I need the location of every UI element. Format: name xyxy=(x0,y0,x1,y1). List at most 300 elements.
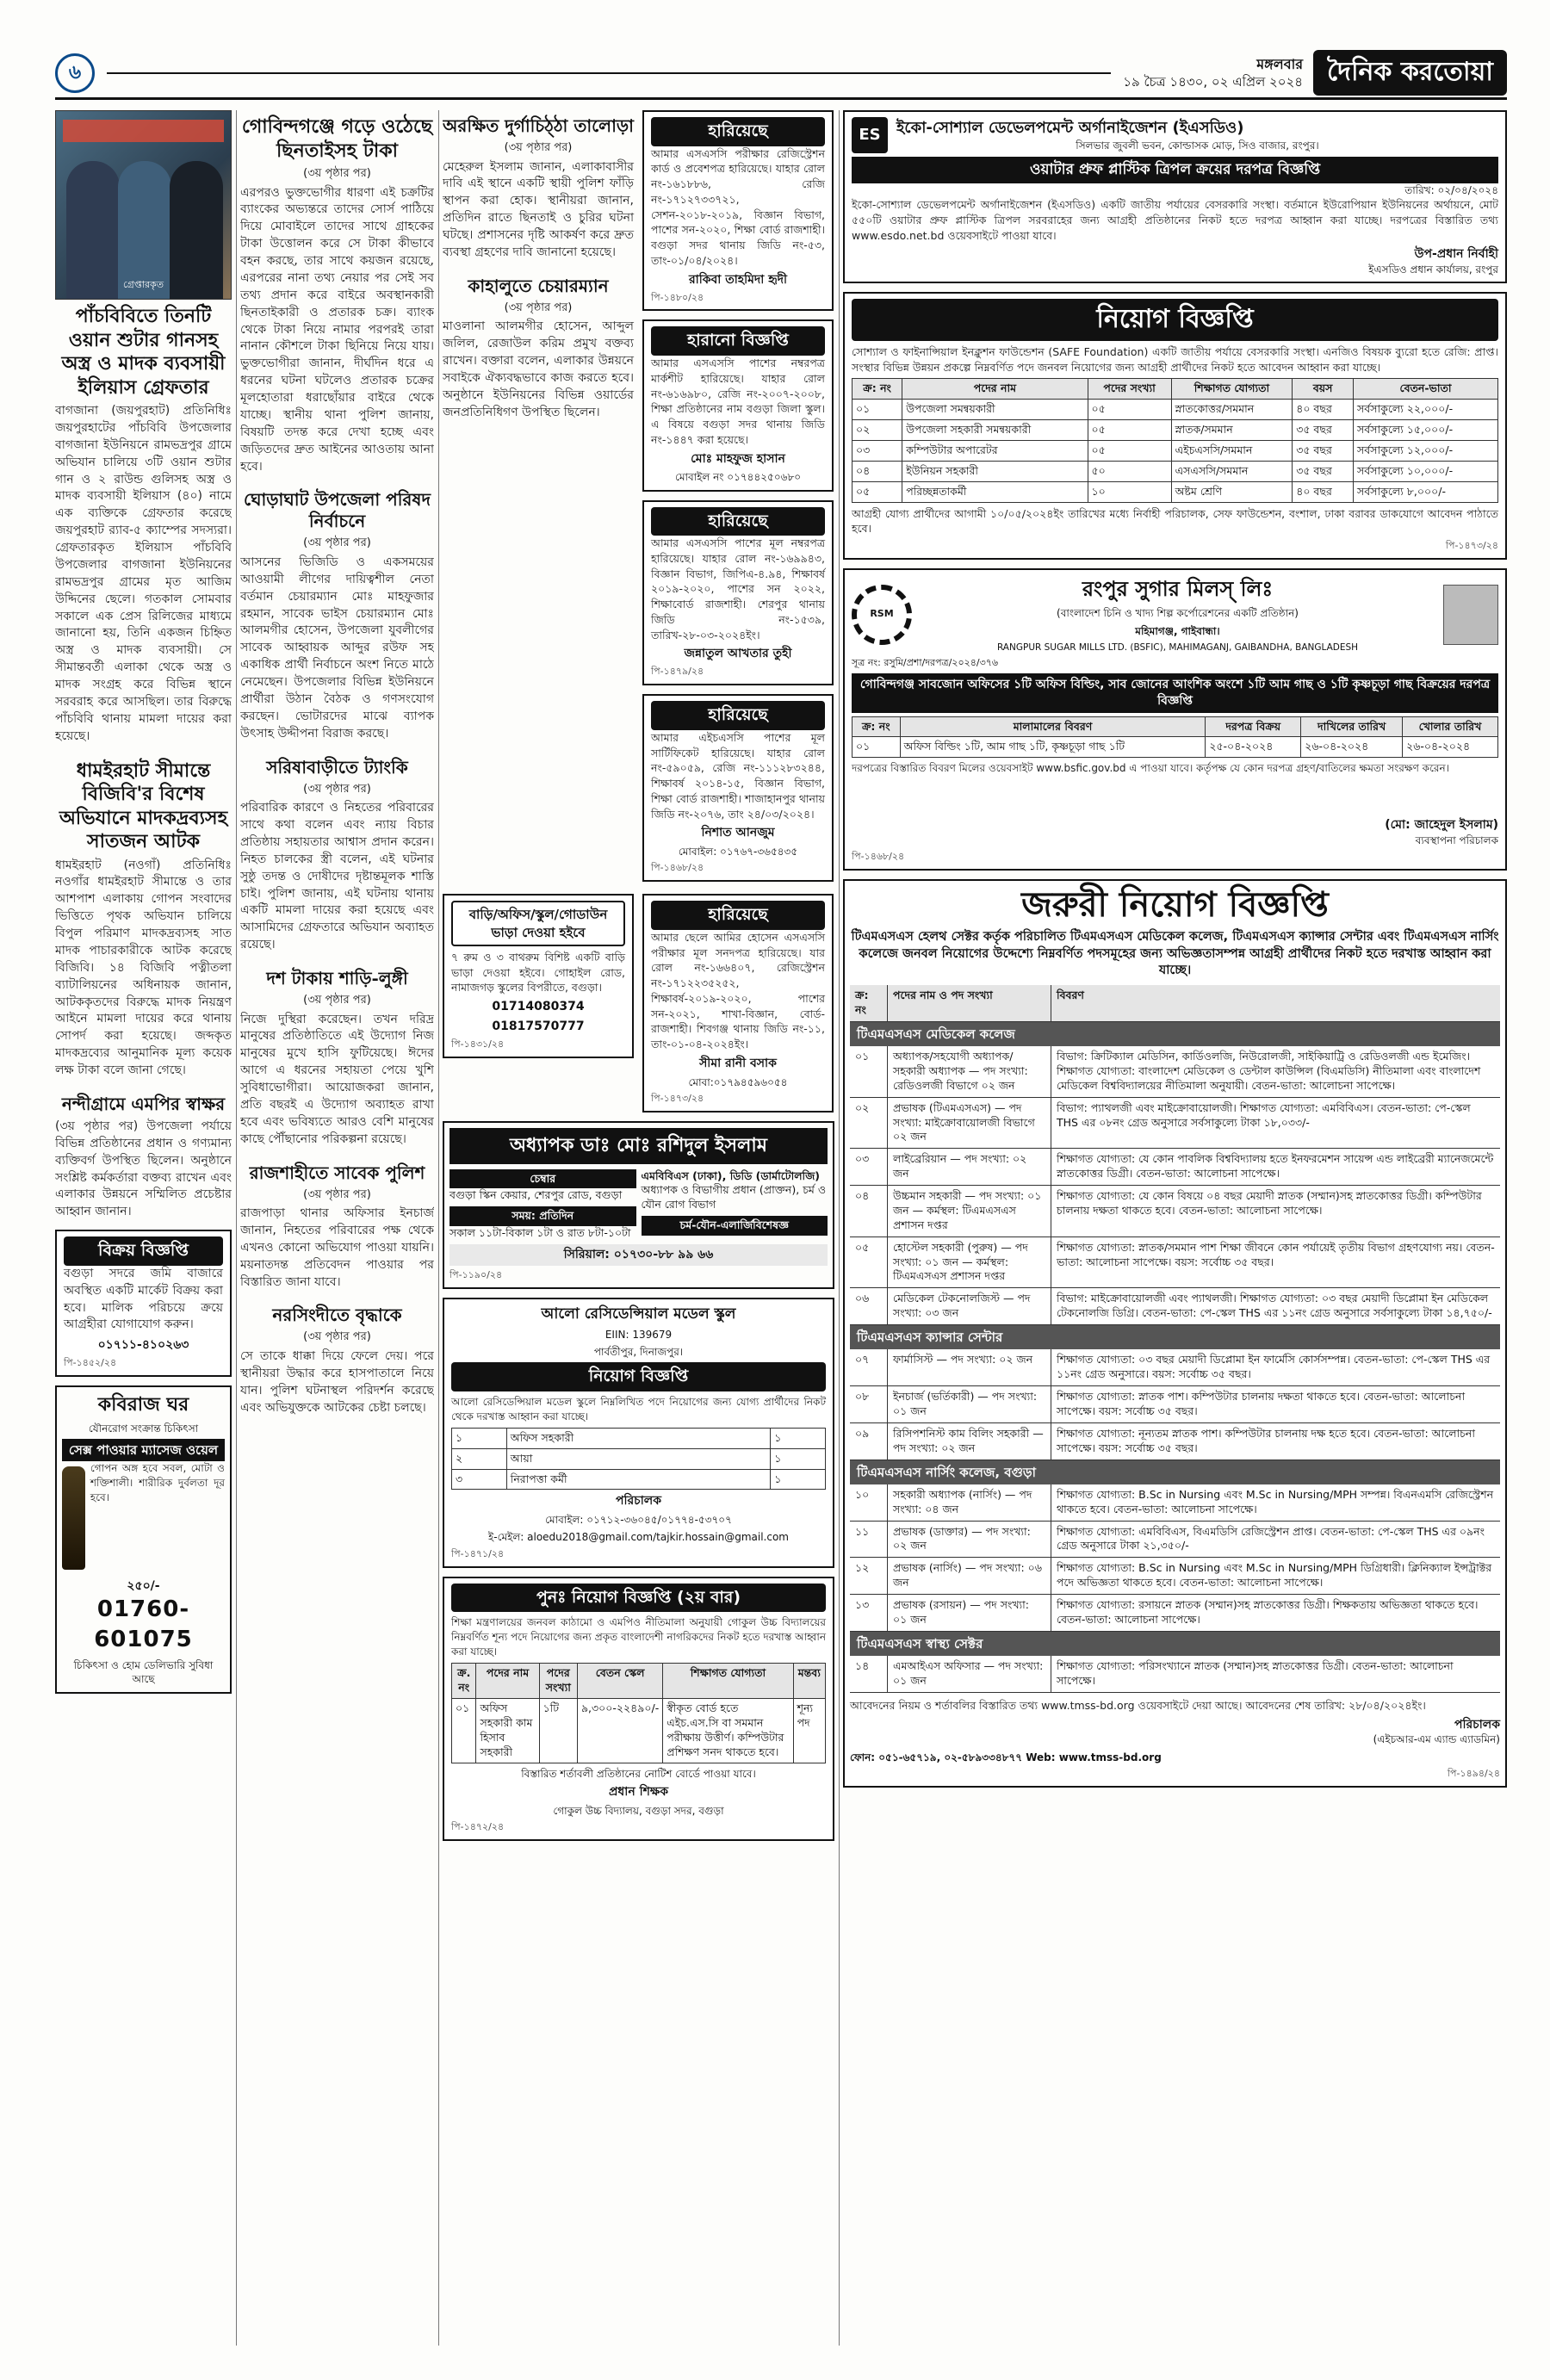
column-divider xyxy=(839,110,840,2346)
notice-title: হারিয়েছে xyxy=(651,701,825,730)
column-header: পদের নাম xyxy=(476,1664,539,1699)
signer-address: গোকুল উচ্চ বিদ্যালয়, বগুড়া সদর, বগুড়া xyxy=(553,1804,724,1817)
column-header: পদের নাম ও পদ সংখ্যা xyxy=(888,985,1051,1021)
cell-post: লাইব্রেরিয়ান — পদ সংখ্যা: ০২ জন xyxy=(888,1149,1051,1185)
ad-price: ২৫০/- xyxy=(127,1579,160,1594)
notice-body: আমার ছেলে আমির হোসেন এসএসসি পরীক্ষার মূল সনদপত্র হারিয়েছে। যার রোল নং-১৬৬৪০৭, রেজিস্ট্রেশন নং-১৭১২২৩৫২৫২, শিক্ষাবর্ষ-২০১৯-২০২০, পাশের সন-২০২১, শাখা-বিজ্ঞান, বোর্ড-রাজশাহী। শিবগঞ্জ থানায় জিডি নং-১১, তাং-০১-০৪-২০২৪ইং। xyxy=(651,930,825,1051)
cell-qty: ১ xyxy=(771,1428,826,1448)
table-row xyxy=(850,1386,1500,1423)
table-cell: স্বীকৃত বোর্ড হতে এইচ.এস.সি বা সমমান পরীক্ষায় উত্তীর্ণ। কম্পিউটার প্রশিক্ষণ সনদ থাকতে হবে। xyxy=(663,1699,793,1763)
table-row xyxy=(850,1149,1500,1186)
table-cell: ২৬-০৪-২০২৪ xyxy=(1301,737,1403,758)
lost-notice-5 xyxy=(642,894,834,1121)
cell-sl: ০৮ xyxy=(850,1386,888,1422)
ad-body: আলো রেসিডেন্সিয়াল মডেল স্কুলে নিম্নলিখিত পদে নিয়োগের জন্য যোগ্য প্রার্থীদের নিকট থেকে দরখাস্ত আহ্বান করা যাচ্ছে। xyxy=(451,1395,826,1422)
cell-qty: ১ xyxy=(771,1469,826,1490)
notice-title: হারিয়েছে xyxy=(651,507,825,536)
issue-date: ১৯ চৈত্র ১৪৩০, ০২ এপ্রিল ২০২৪ xyxy=(1123,74,1304,90)
table-cell: ০২ xyxy=(852,420,902,441)
cell-post: অধ্যাপক/সহযোগী অধ্যাপক/সহকারী অধ্যাপক — পদ সংখ্যা: রেডিওলজী বিভাগে ০২ জন xyxy=(888,1046,1051,1097)
cell-desc: শিক্ষাগত যোগ্যতা: স্নাতক পাশ। কম্পিউটার চালনায় দক্ষতা থাকতে হবে। বেতন-ভাতা: আলোচনা সাপেক্ষে। বয়স: সর্বোচ্চ ৩৫ বছর। xyxy=(1057,1390,1466,1417)
headline-narsingdi: নরসিংদীতে বৃদ্ধাকে xyxy=(272,1305,402,1326)
cell-sl: ১৪ xyxy=(850,1656,888,1692)
column-header: বিবরণ xyxy=(1057,989,1084,1001)
sugar-tender-table xyxy=(852,716,1498,759)
table-row xyxy=(850,1522,1500,1559)
headline-talora: অরক্ষিত দুর্গাচিঠ্ঠা তালোড়া xyxy=(443,115,634,136)
cell-post: সহকারী অধ্যাপক (নার্সিং) — পদ সংখ্যা: ০৪ জন xyxy=(888,1484,1051,1521)
table-row xyxy=(852,420,1498,441)
cell-sl: ০৬ xyxy=(850,1288,888,1324)
table-cell: স্নাতকোত্তর/সমমান xyxy=(1171,400,1293,420)
cell-post: ফার্মাসিস্ট — পদ সংখ্যা: ০২ জন xyxy=(888,1349,1051,1385)
table-cell: ইউনিয়ন সহকারী xyxy=(902,461,1088,481)
cell-post: অফিস সহকারী xyxy=(506,1428,771,1448)
cell-desc: শিক্ষাগত যোগ্যতা: ০৩ বছর মেয়াদী ডিপ্লোমা ইন ফার্মেসি কোর্সসম্পন্ন। বেতন-ভাতা: পে-স্কেল THS এর ১১নং গ্রেড অনুসারে। বয়স: সর্বোচ্চ ৩৫ বছর। xyxy=(1057,1353,1491,1381)
ad-code: পি-১৪৭৩/২৪ xyxy=(1445,540,1498,552)
signer-sub: (এইচআর-এম এ্যান্ড এ্যাডমিন) xyxy=(1373,1733,1500,1746)
issue-day: মঙ্গলবার xyxy=(1256,55,1304,72)
school-name: আলো রেসিডেন্সিয়াল মডেল স্কুল xyxy=(541,1305,736,1323)
cell-post: প্রভাষক (ডাক্তার) — পদ সংখ্যা: ০২ জন xyxy=(888,1522,1051,1558)
table-cell: ৪০ বছর xyxy=(1293,481,1354,502)
table-cell: ০৫ xyxy=(1088,400,1171,420)
tmss-header-row xyxy=(850,985,1500,1022)
cell-desc: শিক্ষাগত যোগ্যতা: যে কোন বিষয়ে ০৪ বছর মেয়াদী স্নাতক (সম্মান)সহ স্নাতকোত্তর ডিগ্রী। কম্পিউটার চালনায় দক্ষতা থাকতে হবে। বেতন-ভাতা: আলোচনা সাপেক্ষে। xyxy=(1057,1189,1482,1217)
table-cell: উপজেলা সহকারী সমন্বয়কারী xyxy=(902,420,1088,441)
table-cell: স্নাতক/সমমান xyxy=(1171,420,1293,441)
cell-post: প্রভাষক (নার্সিং) — পদ সংখ্যা: ০৬ জন xyxy=(888,1558,1051,1594)
headline-rajshahi-police: রাজশাহীতে সাবেক পুলিশ xyxy=(249,1162,425,1183)
column-3-left xyxy=(443,110,634,890)
cell-sl: ০২ xyxy=(850,1098,888,1149)
column-header: দরপত্র বিক্রয় xyxy=(1206,716,1301,737)
table-row xyxy=(850,1046,1500,1098)
cell-post: উচ্চমান সহকারী — পদ সংখ্যা: ০১ জন — কর্মস্থল: টিএমএসএস প্রশাসন দপ্তর xyxy=(888,1186,1051,1236)
notice-signer: মোঃ মাহফুজ হাসান xyxy=(691,451,785,466)
column-header: পদের নাম xyxy=(902,379,1088,400)
continuation-note: (৩য় পৃষ্ঠার পর) xyxy=(303,1187,371,1201)
tender-note: দরপত্রের বিস্তারিত বিবরণ মিলের ওয়েবসাইট www.bsfic.gov.bd এ পাওয়া যাবে। কর্তৃপক্ষ যে কোন দরপত্র গ্রহণ/বাতিলের ক্ষমতা সংরক্ষণ করেন। xyxy=(852,762,1449,775)
table-cell: কম্পিউটার অপারেটর xyxy=(902,441,1088,462)
ad-title: পুনঃ নিয়োগ বিজ্ঞপ্তি (২য় বার) xyxy=(451,1584,826,1613)
lost-notice xyxy=(642,500,834,686)
column-header: ক্র: নং xyxy=(850,985,888,1021)
cell-desc: শিক্ষাগত যোগ্যতা: B.Sc in Nursing এবং M.Sc in Nursing/MPH ডিগ্রিধারী। ক্লিনিক্যাল ইন্সট্রাক্টর পদে অভিজ্ঞতা থাকতে হবে। বেতন-ভাতা: আলোচনা সাপেক্ষে। xyxy=(1057,1561,1492,1590)
notice-body: আমার এসএসসি পাশের নম্বরপত্র মার্কশীট হারিয়েছে। যাহার রোল নং-৬১৬৯৮০, রেজি নং-২০০৭-২০০৮, শিক্ষা প্রতিষ্ঠানের নাম বগুড়া জিলা স্কুল। এ বিষয়ে বগুড়া সদর থানায় জিডি নং-১৪৪৭ করা হয়েছে। xyxy=(651,356,825,446)
table-cell: ০৫ xyxy=(1088,441,1171,462)
table-cell: শূন্য পদ xyxy=(793,1699,825,1763)
table-cell: সর্বসাকুল্যে ১৫,০০০/- xyxy=(1354,420,1498,441)
table-cell: ০৩ xyxy=(852,441,902,462)
column-header: ক্র: নং xyxy=(852,716,901,737)
table-row xyxy=(852,400,1498,420)
column-header: ক্র. নং xyxy=(452,1664,476,1699)
cell-sl: ২ xyxy=(452,1448,507,1469)
newspaper-logo-icon: ৬ xyxy=(55,53,95,93)
school-address: পার্বতীপুর, দিনাজপুর। xyxy=(593,1345,684,1358)
table-cell: সর্বসাকুল্যে ২২,০০০/- xyxy=(1354,400,1498,420)
table-cell: উপজেলা সমন্বয়কারী xyxy=(902,400,1088,420)
table-cell: ০৫ xyxy=(1088,420,1171,441)
org-english: RANGPUR SUGAR MILLS LTD. (BSFIC), MAHIMAGANJ, GAIBANDHA, BANGLADESH xyxy=(996,641,1359,653)
notice-title: হারিয়েছে xyxy=(651,901,825,930)
ad-phone: মোবাইল: ০১৭১২-৩৬০৪৫/০১৭৭৪-৫৩৭০৭ xyxy=(545,1514,732,1527)
table-cell: ৩৫ বছর xyxy=(1293,461,1354,481)
signer: পরিচালক xyxy=(1454,1717,1500,1732)
kabiraj-ad xyxy=(55,1385,232,1694)
cell-post: মেডিকেল টেকনোলজিস্ট — পদ সংখ্যা: ০৩ জন xyxy=(888,1288,1051,1324)
cell-sl: ৩ xyxy=(452,1469,507,1490)
ad-phone: 01817570777 xyxy=(492,1019,585,1033)
chamber-time: সকাল ১১টা-বিকাল ১টা ও রাত ৮টা-১০টা xyxy=(450,1226,631,1240)
table-row xyxy=(852,461,1498,481)
cell-post: হোস্টেল সহকারী (পুরুষ) — পদ সংখ্যা: ০১ জন — কর্মস্থল: টিএমএসএস প্রশাসন দপ্তর xyxy=(888,1237,1051,1288)
article-body: (৩য় পৃষ্ঠার পর) উপজেলা পর্যায়ে বিভিন্ন প্রতিষ্ঠানের প্রধান ও গণ্যমান্য ব্যক্তিবর্গ উপস্থিত ছিলেন। অনুষ্ঠানে সংশ্লিষ্ট কর্মকর্তারা বক্তব্য রাখেন এবং এলাকার উন্নয়নে সম্মিলিত প্রচেষ্টার আহ্বান জানান। xyxy=(55,1119,232,1219)
headline-kahalu: কাহালুতে চেয়ারম্যান xyxy=(468,275,609,296)
doctor-ad xyxy=(443,1121,834,1289)
section-header: টিএমএসএস মেডিকেল কলেজ xyxy=(850,1022,1500,1046)
tender-body: ইকো-সোশ্যাল ডেভেলপমেন্ট অর্গানাইজেশন (ইএসডিও) একটি জাতীয় পর্যায়ের বেসরকারি সংস্থা। বর্তমানে ইউরোপিয়ান ইউনিয়নের অর্থায়নে, মোট ৫৫০টি ওয়াটার প্রুফ প্লাস্টিক ত্রিপল সরবরাহের জন্য আগ্রহী প্রতিষ্ঠানের নিকট হতে দরপত্র আহ্বান করা যাচ্ছে। দরপত্রের বিস্তারিত তথ্য www.esdo.net.bd ওয়েবসাইটে পাওয়া যাবে। xyxy=(852,198,1498,242)
cell-post: নিরাপত্তা কর্মী xyxy=(506,1469,771,1490)
table-row xyxy=(850,1349,1500,1386)
table-row xyxy=(452,1699,826,1763)
cell-desc: শিক্ষাগত যোগ্যতা: নূন্যতম স্নাতক পাশ। কম্পিউটার চালনায় দক্ষ হতে হবে। বেতন-ভাতা: আলোচনা সাপেক্ষে। বয়স: সর্বোচ্চ ৩৫ বছর। xyxy=(1057,1426,1476,1454)
ad-code: পি-১৪৮০/২৪ xyxy=(651,291,704,303)
chamber-label: চেম্বার xyxy=(450,1169,636,1189)
article-body: রাজপাড়া থানার অফিসার ইনচার্জ জানান, নিহতের পরিবারের পক্ষ থেকে এখনও কোনো অভিযোগ পাওয়া যায়নি। ময়নাতদন্ত প্রতিবেদন পাওয়ার পর বিস্তারিত জানা যাবে। xyxy=(240,1206,434,1289)
tmss-recruitment-ad xyxy=(843,879,1507,1787)
esdo-tender-ad xyxy=(843,110,1507,283)
notice-body: আমার এসএসসি পরীক্ষার রেজিস্ট্রেশন কার্ড ও প্রবেশপত্র হারিয়েছে। যাহার রোল নং-১৬১৮৮৬, রেজি নং-১৭১২৭৩৩৭২১, সেশন-২০১৮-২০১৯, বিজ্ঞান বিভাগ, পাশের সন-২০২০, শিক্ষা বোর্ড রাজশাহী। বগুড়া সদর থানায় জিডি নং-৫৩, তাং-০১/০৪/২০২৪। xyxy=(651,146,825,267)
column-header: পদের সংখ্যা xyxy=(539,1664,577,1699)
signer-org: ইএসডিও প্রধান কার্যালয়, রংপুর xyxy=(1368,263,1498,276)
signer: উপ-প্রধান নির্বাহী xyxy=(1414,247,1498,262)
article-body: সে তাকে ধাক্কা দিয়ে ফেলে দেয়। পরে স্থানীয়রা উদ্ধার করে হাসপাতালে নিয়ে যান। পুলিশ ঘটনাস্থল পরিদর্শন করেছে এবং অভিযুক্তকে আটকের চেষ্টা চলছে। xyxy=(240,1349,434,1415)
ad-product: সেক্স পাওয়ার ম্যাসেজ ওয়েল xyxy=(62,1439,225,1461)
table-row xyxy=(852,481,1498,502)
column-header: শিক্ষাগত যোগ্যতা xyxy=(663,1664,793,1699)
cell-sl: ১০ xyxy=(850,1484,888,1521)
ad-code: পি-১৪৫২/২৪ xyxy=(64,1357,117,1369)
table-cell: ৩৫ বছর xyxy=(1293,441,1354,462)
table-row xyxy=(850,1288,1500,1325)
photo-banner xyxy=(63,120,224,142)
cell-desc: শিক্ষাগত যোগ্যতা: B.Sc in Nursing এবং M.Sc in Nursing/MPH সম্পন্ন। বিএনএমসি রেজিস্ট্রেশন থাকতে হবে। বেতন-ভাতা: আলোচনা সাপেক্ষে। xyxy=(1057,1487,1494,1515)
table-cell: ৫০ xyxy=(1088,461,1171,481)
headline-bgb-raid: ধামইরহাট সীমান্তে বিজিবি'র বিশেষ অভিযানে মাদকদ্রব্যসহ সাতজন আটক xyxy=(59,759,228,852)
ad-code: পি-১৪৬৮/২৪ xyxy=(651,862,704,874)
section-header: টিএমএসএস নার্সিং কলেজ, বগুড়া xyxy=(850,1460,1500,1484)
continuation-note: (৩য় পৃষ্ঠার পর) xyxy=(504,301,573,314)
ad-code: পি-১৪৭৩/২৪ xyxy=(651,1093,704,1104)
continuation-note: (৩য় পৃষ্ঠার পর) xyxy=(303,782,371,796)
cell-post: আয়া xyxy=(506,1448,771,1469)
table-cell: পরিচ্ছন্নতাকর্মী xyxy=(902,481,1088,502)
notice-signer: সীমা রানী বসাক xyxy=(699,1056,777,1070)
ad-desc: গোপন অঙ্গ হবে সবল, মোটা ও শক্তিশালী। শারীরিক দুর্বলতা দূর হবে। xyxy=(90,1462,225,1504)
lost-notice xyxy=(642,694,834,882)
table-row xyxy=(850,1595,1500,1632)
ad-footer: আবেদনের নিয়ম ও শর্তাবলির বিস্তারিত তথ্য www.tmss-bd.org ওয়েবসাইটে দেয়া আছে। আবেদনের শেষ তারিখ: ২৮/০৪/২০২৪ইং। xyxy=(850,1698,1426,1712)
cell-desc: শিক্ষাগত যোগ্যতা: পরিসংখ্যানে স্নাতক (সম্মান)সহ স্নাতকোত্তর ডিগ্রী। বেতন-ভাতা: আলোচনা সাপেক্ষে। xyxy=(1057,1659,1454,1687)
org-name: রংপুর সুগার মিলস্ লিঃ xyxy=(1082,577,1274,602)
signature-image xyxy=(852,779,1498,814)
org-sub: (বাংলাদেশ চিনি ও খাদ্য শিল্প কর্পোরেশনের একটি প্রতিষ্ঠান) xyxy=(1057,607,1299,620)
headline-ghoraghat: ঘোড়াঘাট উপজেলা পরিষদ নির্বাচনে xyxy=(244,489,431,532)
table-cell: ৪০ বছর xyxy=(1293,400,1354,420)
school-eiin: EIIN: 139679 xyxy=(604,1328,673,1341)
notice-phone: মোবাইল নং ০১৭৪৪২৫০৬৮০ xyxy=(674,471,802,484)
sugar-mill-tender-ad xyxy=(843,568,1507,871)
table-cell: ৯,৩০০-২২৪৯০/- xyxy=(577,1699,662,1763)
notice-body: আমার এইচএসসি পাশের মূল সার্টিফিকেট হারিয়েছে। যাহার রোল নং-৫৯০৫৯, রেজি নং-১১১২৮৩২৪৪, শিক্ষাবর্ষ ২০১৪-১৫, বিজ্ঞান বিভাগ, শিক্ষা বোর্ড রাজশাহী। শাজাহানপুর থানায় জিডি নং-২০৭৬, তাং ২৪/০৩/২০২৪। xyxy=(651,730,825,821)
cell-desc: বিভাগ: প্যাথলজী এবং মাইক্রোবায়োলজী। শিক্ষাগত যোগ্যতা: এমবিবিএস। বেতন-ভাতা: পে-স্কেল THS এর ০৮নং গ্রেড অনুসারে সর্বসাকুল্যে টাকা ১৮,০৩৩/- xyxy=(1057,1100,1471,1129)
ad-contact: ফোন: ০৫১-৬৫৭১৯, ০২-৫৮৯৩৩৪৮৭৭ Web: www.tmss-bd.org xyxy=(850,1751,1162,1763)
signer-title: ব্যবস্থাপনা পরিচালক xyxy=(1415,834,1498,847)
lost-notice xyxy=(642,319,834,491)
column-3 xyxy=(443,110,834,2346)
table-cell: অফিস বিল্ডিং ১টি, আম গাছ ১টি, কৃষ্ণচূড়া গাছ ১টি xyxy=(900,737,1206,758)
column-2 xyxy=(240,110,434,2346)
article-body: মাওলানা আলমগীর হোসেন, আব্দুল জলিল, রেজাউল করিম প্রমুখ বক্তব্য রাখেন। বক্তারা বলেন, এলাকার উন্নয়নে সবাইকে ঐক্যবদ্ধভাবে কাজ করতে হবে। অনুষ্ঠানে ইউনিয়নের বিভিন্ন ওয়ার্ডের জনপ্রতিনিধিগণ উপস্থিত ছিলেন। xyxy=(443,319,634,419)
oil-bottle-icon xyxy=(62,1466,85,1570)
article-body: পরিবারিক কারণে ও নিহতের পরিবারের সাথে কথা বলেন এবং ন্যায় বিচার প্রতিষ্ঠায় সহায়তার আশ্বাস প্রদান করেন। নিহত চালকের স্ত্রী বলেন, এই ঘটনার সুষ্ঠু তদন্ত ও দোষীদের দৃষ্টান্তমূলক শাস্তি চাই। পুলিশ জানায়, এই ঘটনায় থানায় একটি মামলা দায়ের করা হয়েছে এবং আসামিদের গ্রেফতারে অভিযান অব্যাহত রয়েছে। xyxy=(240,801,434,952)
ad-subtitle: যৌনরোগ সংক্রান্ত চিকিৎসা xyxy=(88,1422,199,1435)
cell-desc: বিভাগ: ক্রিটিক্যাল মেডিসিন, কার্ডিওলজি, নিউরোলজী, সাইকিয়াট্রি ও রেডিওলজী এন্ড ইমেজিং। শিক্ষাগত যোগ্যতা: বাংলাদেশ মেডিকেল ও ডেন্টাল কাউন্সিল (বিএমডিসি) নীতিমালা এবং বাংলাদেশ মেডিকেল বিশ্ববিদ্যালয়ের নীতিমালা অনুযায়ী। বেতন-ভাতা: আলোচনা সাপেক্ষে। xyxy=(1057,1050,1481,1092)
org-place: মহিমাগঞ্জ, গাইবান্ধা। xyxy=(1135,624,1220,637)
page-columns xyxy=(55,110,1507,2346)
section-header: টিএমএসএস স্বাস্থ্য সেক্টর xyxy=(850,1632,1500,1656)
cell-desc: শিক্ষাগত যোগ্যতা: এমবিবিএস, বিএমডিসি রেজিস্ট্রেশন প্রাপ্ত। বেতন-ভাতা: পে-স্কেল THS এর ০৯নং গ্রেড অনুসারে টাকা ২১,৩৫০/- xyxy=(1057,1524,1485,1553)
ad-code: পি-১৪৯৪/২৪ xyxy=(1447,1767,1500,1779)
ad-code: পি-১৪৭২/২৪ xyxy=(451,1820,505,1832)
ad-phone: 01714080374 xyxy=(492,1000,585,1014)
ad-phone: 01760-601075 xyxy=(94,1596,193,1653)
photo-person xyxy=(170,161,223,299)
table-cell: সর্বসাকুল্যে ৮,০০০/- xyxy=(1354,481,1498,502)
column-header: খোলার তারিখ xyxy=(1403,716,1498,737)
cell-post: প্রভাষক (রসায়ন) — পদ সংখ্যা: ০১ জন xyxy=(888,1595,1051,1631)
continuation-note: (৩য় পৃষ্ঠার পর) xyxy=(303,994,371,1007)
signer: প্রধান শিক্ষক xyxy=(608,1784,668,1799)
news-photo xyxy=(55,110,232,300)
safe-recruitment-ad xyxy=(843,292,1507,560)
ad-title: কবিরাজ ঘর xyxy=(97,1394,189,1416)
cell-post: ইনচার্জ (ভর্তিকারী) — পদ সংখ্যা: ০১ জন xyxy=(888,1386,1051,1422)
column-divider xyxy=(438,110,439,2346)
tmss-post-table xyxy=(850,985,1500,1693)
ad-body: শিক্ষা মন্ত্রণালয়ের জনবল কাঠামো ও এমপিও নীতিমালা অনুযায়ী গোকুল উচ্চ বিদ্যালয়ের নিম্নবর্ণিত শূন্য পদে নিয়োগের জন্য প্রকৃত বাংলাদেশী নাগরিকদের নিকট হতে দরখাস্ত আহ্বান করা যাচ্ছে। xyxy=(451,1616,826,1658)
column-3-right xyxy=(642,110,834,890)
headline-gobindaganj: গোবিন্দগঞ্জে গড়ে ওঠেছে ছিনতাইসহ টাকা xyxy=(241,115,433,162)
table-cell: সর্বসাকুল্যে ১০,০০০/- xyxy=(1354,461,1498,481)
signer: পরিচালক xyxy=(615,1494,662,1509)
ad-code: পি-১৪৬৮/২৪ xyxy=(852,851,905,863)
tender-title: ওয়াটার প্রুফ প্লাস্টিক ত্রিপল ক্রয়ের দরপত্র বিজ্ঞপ্তি xyxy=(852,157,1498,183)
cell-sl: ১৩ xyxy=(850,1595,888,1631)
doctor-name: অধ্যাপক ডাঃ মোঃ রশিদুল ইসলাম xyxy=(450,1128,828,1164)
table-cell: ৩৫ বছর xyxy=(1293,420,1354,441)
chamber-address: বগুড়া স্কিন কেয়ার, শেরপুর রোড, বগুড়া xyxy=(450,1188,623,1202)
table-row xyxy=(850,1098,1500,1150)
column-header: শিক্ষাগত যোগ্যতা xyxy=(1171,379,1293,400)
cell-sl: ০৩ xyxy=(850,1149,888,1185)
masthead-rule xyxy=(107,72,1111,74)
cell-post: প্রভাষক (টিএমএসএস) — পদ সংখ্যা: মাইক্রোবায়োলজী বিভাগে ০২ জন xyxy=(888,1098,1051,1149)
table-row xyxy=(452,1428,826,1448)
table-cell: ০৪ xyxy=(852,461,902,481)
notice-title: হারানো বিজ্ঞপ্তি xyxy=(651,326,825,356)
cell-sl: ০৪ xyxy=(850,1186,888,1236)
ad-footer: চিকিৎসা ও হোম ডেলিভারি সুবিধা আছে xyxy=(73,1659,214,1686)
column-divider xyxy=(236,110,237,2346)
table-cell: ০১ xyxy=(852,737,901,758)
column-header: ক্র: নং xyxy=(852,379,902,400)
table-row xyxy=(850,1484,1500,1522)
headline-ilias-arrest: পাঁচবিবিতে তিনটি ওয়ান শুটার গানসহ অস্ত্র ও মাদক ব্যবসায়ী ইলিয়াস গ্রেফতার xyxy=(61,305,226,399)
cell-desc: বিভাগ: মাইক্রোবায়োলজী এবং প্যাথলজী। শিক্ষাগত যোগ্যতা: ০৩ বছর মেয়াদী ডিপ্লোমা ইন মেডিকেল টেকনোলজি ডিগ্রি। বেতন-ভাতা: পে-স্কেল THS এর ১১নং গ্রেড অনুসারে সর্বসাকুল্যে টাকা ১৪,৭৫০/- xyxy=(1057,1292,1492,1320)
ad-code: পি-১৪৩১/২৪ xyxy=(451,1038,505,1050)
ad-intro: সোশ্যাল ও ফাইনান্সিয়াল ইনক্লুশন ফাউন্ডেশন (SAFE Foundation) একটি জাতীয় পর্যায়ে বেসরকারি সংস্থা। এনজিও বিষয়ক ব্যুরো হতে রেজি: প্রাপ্ত। সংস্থার বিভিন্ন উন্নয়ন প্রকল্পে নিম্নবর্ণিত পদে জনবল নিয়োগের জন্য আগ্রহী প্রার্থীদের নিকট হতে আবেদন আহ্বান করা যাচ্ছে। xyxy=(852,344,1498,374)
headline-ten-taka-saree: দশ টাকায় শাড়ি-লুঙ্গী xyxy=(266,968,408,989)
ad-title: নিয়োগ বিজ্ঞপ্তি xyxy=(451,1362,826,1391)
cell-desc: শিক্ষাগত যোগ্যতা: যে কোন পাবলিক বিশ্ববিদ্যালয় হতে ইনফরমেশন সায়েন্স এন্ড লাইব্রেরী ম্যানেজমেন্টে স্নাতকোত্তর ডিগ্রী। বেতন-ভাতা: আলোচনা সাপেক্ষে। xyxy=(1057,1152,1494,1181)
doctor-dept: অধ্যাপক ও বিভাগীয় প্রধান (প্রাক্তন), চর্ম ও যৌন রোগ বিভাগ xyxy=(641,1183,827,1212)
article-body: ধামইরহাট (নওগাঁ) প্রতিনিধিঃ নওগাঁর ধামইরহাট সীমান্তে ও তার আশপাশ এলাকায় গোপন সংবাদের ভিত্তিতে পৃথক অভিযান চালিয়ে বিপুল পরিমাণ মাদকদ্রব্যসহ সাত মাদক পাচারকারীকে আটক করেছে বিজিবি। ১৪ বিজিবি পত্নীতলা ব্যাটালিয়নের অধিনায়ক জানান, আটককৃতদের বিরুদ্ধে মাদক নিয়ন্ত্রণ আইনে মামলা দায়ের করে থানায় সোপর্দ করা হয়েছে। জব্দকৃত মাদকদ্রব্যের আনুমানিক মূল্য কয়েক লক্ষ টাকা বলে জানা গেছে। xyxy=(55,858,232,1077)
cell-post: এমআইএস অফিসার — পদ সংখ্যা: ০১ জন xyxy=(888,1656,1051,1692)
sugar-mill-gear-icon: RSM xyxy=(852,585,912,645)
table-cell: ০১ xyxy=(452,1699,476,1763)
signer: (মো: জাহেদুল ইসলাম) xyxy=(1385,818,1498,833)
ad-note: বিস্তারিত শর্তাবলী প্রতিষ্ঠানের নোটিশ বোর্ডে পাওয়া যাবে। xyxy=(521,1767,756,1780)
article-body: আসনের ভিজিডি ও একসময়ের আওয়ামী লীগের দায়িত্বশীল নেতা বর্তমান চেয়ারম্যান মোঃ মাহফুজার রহমান, সাবেক ভাইস চেয়ারম্যান মোঃ আলমগীর হোসেন, উপজেলা যুবলীগের সাবেক আহ্বায়ক আব্দুর রউফ সহ একাধিক প্রার্থী নির্বাচনে অংশ নিতে মাঠে নেমেছেন। উপজেলার বিভিন্ন ইউনিয়নে প্রার্থীরা উঠান বৈঠক ও গণসংযোগ করছেন। ভোটারদের মাঝে ব্যাপক উৎসাহ উদ্দীপনা বিরাজ করছে। xyxy=(240,555,434,741)
ad-title: জরুরী নিয়োগ বিজ্ঞপ্তি xyxy=(1021,884,1329,926)
serial-phone: সিরিয়াল: ০১৭৩০-৮৮ ৯৯ ৬৬ xyxy=(450,1244,828,1266)
reference-number: সূত্র নং: রসুমি/প্রশা/দরপত্র/২০২৪/৩৭৬ xyxy=(852,656,999,668)
article-body: বাগজানা (জয়পুরহাট) প্রতিনিধিঃ জয়পুরহাটের পাঁচবিবি উপজেলার বাগজানা ইউনিয়নে রামভদ্রপুর গ্রামে অভিযান চালিয়ে ৩টি ওয়ান শুটার গান ও ২ রাউন্ড গুলিসহ অস্ত্র ও মাদক ব্যবসায়ী ইলিয়াস (৪০) নামে এক ব্যক্তিকে গ্রেফতার করেছে জয়পুরহাট র‍্যাব-৫ ক্যাম্পের সদস্যরা। গ্রেফতারকৃত ইলিয়াস পাঁচবিবি উপজেলার বাগজানা ইউনিয়নের রামভদ্রপুর গ্রামের মৃত আজিম উদ্দিনের ছেলে। গতকাল সোমবার সকালে এক প্রেস রিলিজের মাধ্যমে জানানো হয়, তিনি একজন চিহ্নিত অস্ত্র ও মাদক ব্যবসায়ী। সে সীমান্তবর্তী এলাকা থেকে অস্ত্র ও মাদক সংগ্রহ করে বিভিন্ন স্থানে সরবরাহ করে আসছিল। তার বিরুদ্ধে পাঁচবিবি থানায় মামলা দায়ের করা হয়েছে। xyxy=(55,404,232,743)
table-cell: ১টি xyxy=(539,1699,577,1763)
table-row xyxy=(852,441,1498,462)
masthead-meta xyxy=(1123,55,1303,91)
photo-caption: গ্রেপ্তারকৃত xyxy=(123,279,164,291)
table-cell: এসএসসি/সমমান xyxy=(1171,461,1293,481)
photo-person xyxy=(118,161,171,299)
column-header: বয়স xyxy=(1293,379,1354,400)
article-body: নিজে দুস্থিরা করেছেন। তখন দরিদ্র মানুষের প্রতিষ্ঠাতিতে এই উদ্যোগ নিজ মানুষের মুখে হাসি ফুটিয়েছে। ঈদের আগে এ ধরনের সহায়তা পেয়ে খুশি সুবিধাভোগীরা। আয়োজকরা জানান, প্রতি বছরই এ উদ্যোগ অব্যাহত রাখা হবে এবং ভবিষ্যতে আরও বেশি মানুষের কাছে পৌঁছানোর পরিকল্পনা রয়েছে। xyxy=(240,1012,434,1146)
continuation-note: (৩য় পৃষ্ঠার পর) xyxy=(303,536,371,550)
column-header: বেতন স্কেল xyxy=(577,1664,662,1699)
table-row xyxy=(852,737,1498,758)
masthead xyxy=(55,48,1507,100)
reappointment-ad xyxy=(443,1577,834,1841)
lost-notice xyxy=(642,110,834,311)
ad-body: ৭ রুম ও ৩ বাথরুম বিশিষ্ট একটি বাড়ি ভাড়া দেওয়া হইবে। গোহাইল রোড, নামাজগড় স্কুলের বিপরীতে, বগুড়া। xyxy=(451,950,625,995)
safe-post-table xyxy=(852,378,1498,502)
table-cell: ০৫ xyxy=(852,481,902,502)
table-cell: অষ্টম শ্রেণি xyxy=(1171,481,1293,502)
sale-ad xyxy=(55,1230,232,1377)
doctor-specialty: চর্ম-যৌন-এলার্জিবিশেষজ্ঞ xyxy=(642,1216,828,1236)
table-cell: ০১ xyxy=(852,400,902,420)
table-cell: ১০ xyxy=(1088,481,1171,502)
ad-code: পি-১৪৭১/২৪ xyxy=(451,1547,505,1559)
notice-title: হারিয়েছে xyxy=(651,117,825,146)
notice-signer: রাকিবা তাহমিদা হৃদী xyxy=(688,272,788,287)
cell-sl: ০৯ xyxy=(850,1423,888,1460)
table-cell: সর্বসাকুল্যে ১২,০০০/- xyxy=(1354,441,1498,462)
column-header: পদের সংখ্যা xyxy=(1088,379,1171,400)
ad-phone: ০১৭১১-৪১০২৬৩ xyxy=(97,1338,189,1353)
table-cell: ২৫-০৪-২০২৪ xyxy=(1206,737,1301,758)
continuation-note: (৩য় পৃষ্ঠার পর) xyxy=(504,141,573,154)
column-header: মন্তব্য xyxy=(793,1664,825,1699)
doctor-degree: এমবিবিএস (ঢাকা), ডিডি (ডার্মাটোলজি) xyxy=(641,1168,820,1182)
ad-body: বগুড়া সদরে জমি বাজারে অবস্থিত একটি মার্কেট বিক্রয় করা হবে। মালিক পরিচয়ে ক্রয়ে আগ্রহীরা যোগাযোগ করুন। xyxy=(64,1266,223,1332)
notice-signer: নিশাত আনজুম xyxy=(701,826,775,840)
article-body: এরপরও ভুক্তভোগীর ধারণা এই চক্রটির ব্যাংকের অভ্যন্তরে তাদের সোর্স পাঠিয়ে দিয়ে মোবাইলে তাদের সাথে গ্রাহকের টাকা উত্তোলন করে সে টাকা কীভাবে বহন করছে, তার সাথে কয়জন রয়েছে, এরপরের নানা তথ্য নেয়ার পর সেই সব তথ্য প্রদান করে বাইরে অবস্থানকারী ছিনতাইকারী ও প্রতারক চক্র। ব্যাংক থেকে টাকা নিয়ে নামার পরপরই তারা নানান কৌশলে টাকা ছিনিয়ে নিয়ে যায়। ভুক্তভোগীরা জানান, দীর্ঘদিন ধরে এ ধরনের ঘটনা ঘটলেও প্রতারক চক্রের মূলহোতারা ধরাছোঁয়ার বাইরে থেকে যাচ্ছে। স্থানীয় থানা পুলিশ জানায়, বিষয়টি তদন্ত করে দেখা হচ্ছে এবং জড়িতদের দ্রুত আইনের আওতায় আনা হবে। xyxy=(240,185,434,474)
table-row xyxy=(850,1423,1500,1460)
table-cell: অফিস সহকারী কাম হিসাব সহকারী xyxy=(476,1699,539,1763)
cell-desc: শিক্ষাগত যোগ্যতা: স্নাতক/সমমান পাশ শিক্ষা জীবনে কোন পর্যায়েই তৃতীয় বিভাগ গ্রহণযোগ্য নয়। বেতন-ভাতা: আলোচনা সাপেক্ষে। বয়স: সর্বোচ্চ ৩৫ বছর। xyxy=(1057,1240,1495,1268)
notice-body: আমার এসএসসি পাশের মূল নম্বরপত্র হারিয়েছে। যাহার রোল নং-১৬৯৯৪৩, বিজ্ঞান বিভাগ, জিপিএ-৪.৯৪, শিক্ষাবর্ষ ২০১৯-২০২০, পাশের সন ২০২২, শিক্ষাবোর্ড রাজশাহী। শেরপুর থানায় জিডি নং-১৫৩৯, তারিখ-২৮-০৩-২০২৪ইং। xyxy=(651,536,825,641)
table-cell: ২৬-০৪-২০২৪ xyxy=(1403,737,1498,758)
cell-sl: ০১ xyxy=(850,1046,888,1097)
ad-email: ই-মেইল: aloedu2018@gmail.com/tajkir.hossain@gmail.com xyxy=(488,1531,789,1544)
table-cell: এইচএসসি/সমমান xyxy=(1171,441,1293,462)
school-recruitment-ad xyxy=(443,1298,834,1568)
ad-code: পি-১১৯০/২৪ xyxy=(450,1268,503,1280)
cell-sl: ১১ xyxy=(850,1522,888,1558)
time-label: সময়: প্রতিদিন xyxy=(450,1206,636,1226)
ad-lead: টিএমএসএস হেলথ সেক্টর কর্তৃক পরিচালিত টিএমএসএস মেডিকেল কলেজ, টিএমএসএস ক্যান্সার সেন্টার এবং টিএমএসএস নার্সিং কলেজে জনবল নিয়োগের উদ্দেশ্যে নিম্নবর্ণিত পদসমূহের জন্য অভিজ্ঞতাসম্পন্ন আগ্রহী প্রার্থীদের নিকট হতে দরখাস্ত আহ্বান করা যাচ্ছে। xyxy=(851,930,1499,978)
cell-post: রিসিপশনিস্ট কাম বিলিং সহকারী — পদ সংখ্যা: ০২ জন xyxy=(888,1423,1051,1460)
tender-date: তারিখ: ০২/০৪/২০২৪ xyxy=(1404,183,1498,196)
ad-title: বিক্রয় বিজ্ঞপ্তি xyxy=(64,1236,223,1266)
table-row xyxy=(452,1469,826,1490)
table-row xyxy=(850,1656,1500,1693)
cell-desc: শিক্ষাগত যোগ্যতা: রসায়নে স্নাতক (সম্মান)সহ স্নাতকোত্তর ডিগ্রী। শিক্ষকতায় অভিজ্ঞতা থাকতে হবে। বেতন-ভাতা: আলোচনা সাপেক্ষে। xyxy=(1057,1598,1479,1626)
notice-phone: মোবা:০১৭৯৪৫৯৬০৫৪ xyxy=(688,1075,788,1088)
org-address: সিলভার জুবলী ভবন, কোল্ডাসক মোড়, সিও বাজার, রংপুর। xyxy=(1076,139,1319,152)
headline-nandigram: নন্দীগ্রামে এমপির স্বাক্ষর xyxy=(61,1093,226,1114)
continuation-note: (৩য় পৃষ্ঠার পর) xyxy=(303,1330,371,1344)
headline-sarishabari: সরিষাবাড়ীতে ট্যাংকি xyxy=(266,756,408,778)
cell-sl: ১ xyxy=(452,1428,507,1448)
cell-sl: ০৫ xyxy=(850,1237,888,1288)
esdo-logo-icon: ES xyxy=(852,117,888,153)
newspaper-brand: দৈনিক করতোয়া xyxy=(1313,50,1507,96)
rent-ad xyxy=(443,894,634,1121)
column-header: বেতন-ভাতা xyxy=(1354,379,1498,400)
article-body: মেহেরুল ইসলাম জানান, এলাকাবাসীর দাবি এই স্থানে একটি স্থায়ী পুলিশ ফাঁড়ি স্থাপন করা হোক। স্থানীয়রা জানান, প্রতিদিন রাতে ছিনতাই ও চুরির ঘটনা ঘটছে। প্রশাসনের দৃষ্টি আকর্ষণ করে দ্রুত ব্যবস্থা গ্রহণের দাবি জানানো হয়েছে। xyxy=(443,159,634,259)
table-row xyxy=(850,1237,1500,1289)
cell-qty: ১ xyxy=(771,1448,826,1469)
photo-person xyxy=(66,161,120,299)
cell-sl: ১২ xyxy=(850,1558,888,1594)
ad-title: নিয়োগ বিজ্ঞপ্তি xyxy=(852,299,1498,341)
reappoint-table xyxy=(451,1663,826,1763)
table-row xyxy=(452,1448,826,1469)
column-header: মালামালের বিবরণ xyxy=(900,716,1206,737)
table-row xyxy=(850,1186,1500,1237)
column-1 xyxy=(55,110,232,2346)
tender-title: গোবিন্দগঞ্জ সাবজোন অফিসের ১টি অফিস বিল্ডিং, সাব জোনের আংশিক অংশে ১টি আম গাছ ও ১টি কৃষ্ণচূড়া গাছ বিক্রয়ের দরপত্র বিজ্ঞপ্তি xyxy=(852,673,1498,713)
section-header: টিএমএসএস ক্যান্সার সেন্টার xyxy=(850,1325,1500,1349)
column-header: দাখিলের তারিখ xyxy=(1301,716,1403,737)
column-right xyxy=(843,110,1507,2346)
school-post-table xyxy=(451,1428,826,1491)
